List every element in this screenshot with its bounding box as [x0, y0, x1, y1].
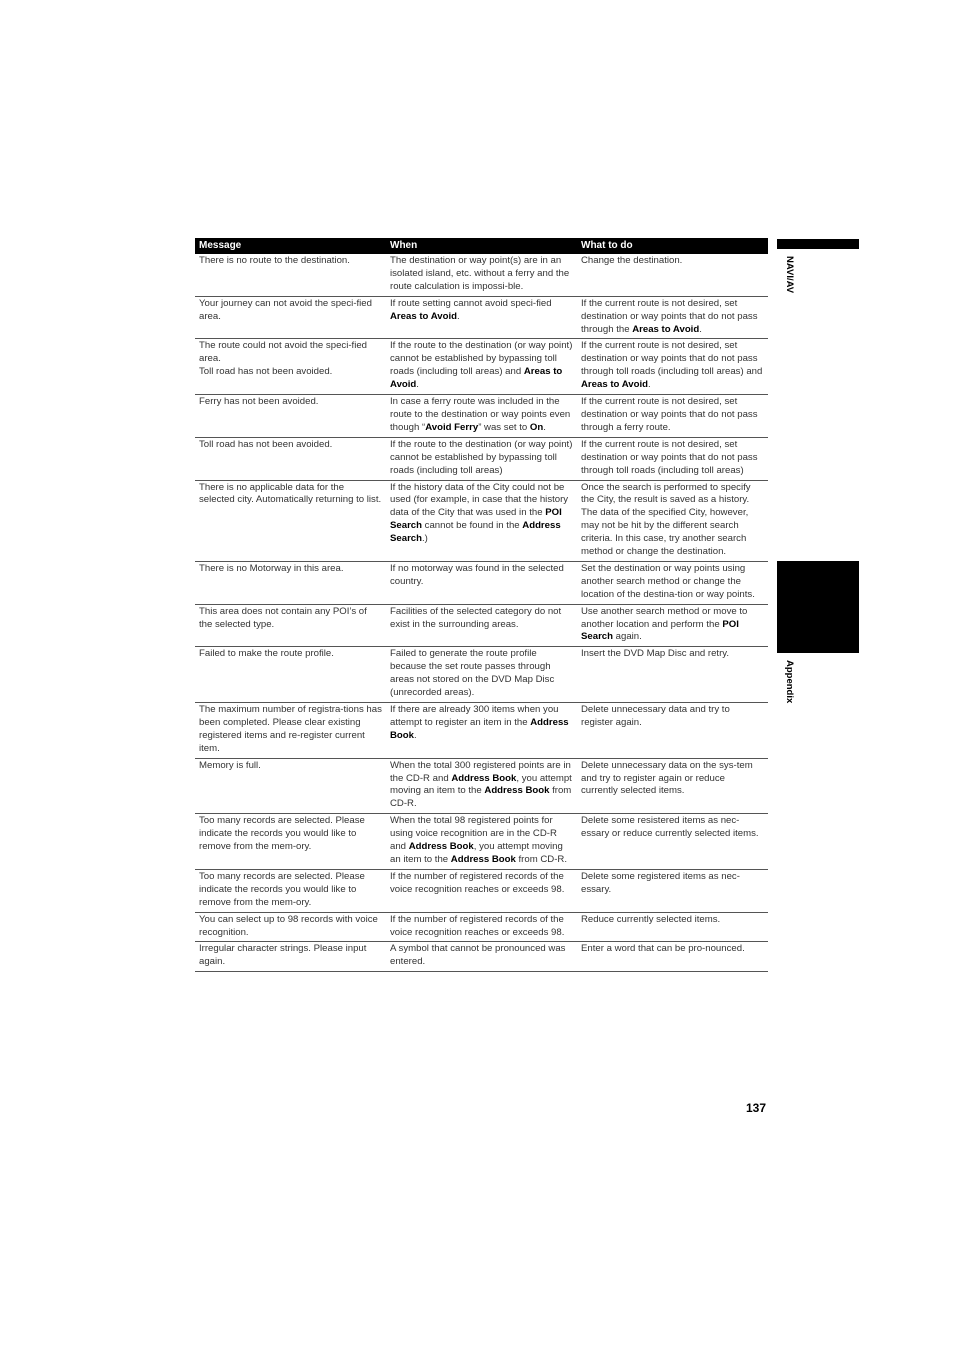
- message-cell: [195, 869, 386, 912]
- what-to-do-cell: [577, 703, 768, 759]
- message-cell: [195, 254, 386, 296]
- what-to-do-cell: [577, 437, 768, 480]
- cell-text: .: [699, 323, 702, 335]
- when-cell: [386, 912, 577, 942]
- cell-text: There is no route to the destination.: [199, 255, 350, 266]
- table-row: [195, 703, 768, 759]
- cell-text: You can select up to 98 records with voice recognition.: [199, 913, 378, 938]
- emphasized-term: Areas to Avoid: [390, 310, 457, 322]
- when-cell: [386, 869, 577, 912]
- cell-text: from CD-R.: [390, 785, 572, 810]
- cell-text: Your journey can not avoid the speci-fied area.: [199, 297, 372, 322]
- cell-text: The route could not avoid the speci-fied area.: [199, 340, 367, 365]
- message-cell: [195, 703, 386, 759]
- cell-text: If the current route is not desired, set destination or way points that do not pass through the: [581, 297, 758, 335]
- cell-text: Toll road has not been avoided.: [199, 438, 333, 450]
- cell-text: Insert the DVD Map Disc and retry.: [581, 648, 730, 660]
- what-to-do-cell: [577, 942, 768, 972]
- table-row: [195, 647, 768, 703]
- cell-text: If the route to the destination (or way point) cannot be established by bypassing toll roads (including toll areas): [390, 438, 573, 476]
- cell-text: again.: [613, 631, 642, 643]
- cell-text: .: [648, 379, 651, 391]
- cell-text: Failed to generate the route profile because the set route passes through areas not stored on the DVD Map Disc (unrecorded areas).: [390, 648, 555, 699]
- cell-text: If there are already 300 items when you attempt to register an item in the: [390, 704, 559, 728]
- message-cell: [195, 912, 386, 942]
- table-row: [195, 561, 768, 604]
- what-to-do-cell: [577, 480, 768, 561]
- cell-text: .): [422, 533, 428, 545]
- message-cell: [195, 942, 386, 972]
- emphasized-term: Address Book: [408, 841, 474, 853]
- cell-text: Irregular character strings. Please input again.: [199, 943, 367, 968]
- what-to-do-cell: [577, 912, 768, 942]
- cell-text: There is no Motorway in this area.: [199, 562, 344, 574]
- message-cell: [195, 647, 386, 703]
- cell-text: .: [457, 310, 460, 322]
- emphasized-term: Address Book: [484, 785, 550, 797]
- section-tab-bar: [777, 239, 859, 249]
- message-cell: [195, 339, 386, 395]
- table-header-row: [195, 238, 768, 254]
- message-cell: [195, 296, 386, 339]
- cell-text: , you attempt moving an item to the: [390, 772, 572, 797]
- cell-text: In case a ferry route was included in the route to the destination or way points even though “: [390, 396, 571, 433]
- what-to-do-cell: [577, 647, 768, 703]
- when-cell: [386, 814, 577, 870]
- cell-text: .: [543, 421, 546, 433]
- appendix-tab-block: [777, 561, 859, 653]
- emphasized-term: POI Search: [390, 507, 562, 532]
- emphasized-term: Address Book: [390, 716, 569, 741]
- cell-text: Reduce currently selected items.: [581, 913, 721, 925]
- header-message: Message: [195, 238, 386, 254]
- cell-text: Toll road has not been avoided.: [199, 366, 333, 378]
- when-cell: [386, 339, 577, 395]
- cell-text: If the history data of the City could not be used (for example, in case that the history data of the City that was used in the: [390, 481, 569, 519]
- table-row: [195, 339, 768, 395]
- when-cell: [386, 395, 577, 438]
- table-row: [195, 758, 768, 814]
- table-row: [195, 912, 768, 942]
- when-cell: [386, 703, 577, 759]
- emphasized-term: Address Book: [450, 853, 516, 865]
- cell-text: If the current route is not desired, set destination or way points that do not pass through toll roads (including toll areas): [581, 438, 758, 476]
- emphasized-term: Address Book: [451, 772, 517, 784]
- message-table-container: [195, 238, 768, 972]
- cell-text: Delete unnecessary data and try to register again.: [581, 704, 730, 728]
- page-number: 137: [746, 1101, 767, 1115]
- cell-text: If the current route is not desired, set destination or way points that do not pass through toll roads (including toll areas) and: [581, 340, 763, 378]
- what-to-do-cell: [577, 561, 768, 604]
- table-row: [195, 480, 768, 561]
- table-row: [195, 395, 768, 438]
- emphasized-term: Avoid Ferry: [425, 421, 479, 433]
- what-to-do-cell: [577, 814, 768, 870]
- cell-text: Too many records are selected. Please indicate the records you would like to remove from the mem-ory.: [199, 815, 365, 853]
- what-to-do-cell: [577, 296, 768, 339]
- section-label-appendix: Appendix: [784, 660, 795, 704]
- message-cell: [195, 480, 386, 561]
- cell-text: Ferry has not been avoided.: [199, 396, 319, 408]
- when-cell: [386, 942, 577, 972]
- message-cell: [195, 604, 386, 647]
- cell-text: The maximum number of registra-tions has been completed. Please clear existing registered items and re-register current item.: [199, 704, 382, 754]
- table-row: [195, 604, 768, 647]
- when-cell: [386, 758, 577, 814]
- cell-text: .: [416, 379, 419, 391]
- when-cell: [386, 296, 577, 339]
- what-to-do-cell: [577, 395, 768, 438]
- section-label-navi: NAVI/AV: [784, 256, 795, 294]
- cell-text: Once the search is performed to specify the City, the result is saved as a history. The data of the specified City, however, may not be hit by the different search criteria. In this case, try another search method or change the destination.: [581, 481, 751, 558]
- message-cell: [195, 758, 386, 814]
- emphasized-term: Areas to Avoid: [581, 379, 648, 391]
- when-cell: [386, 254, 577, 296]
- table-row: [195, 814, 768, 870]
- cell-text: .: [413, 729, 417, 741]
- what-to-do-cell: [577, 339, 768, 395]
- when-cell: [386, 480, 577, 561]
- emphasized-term: Address Search: [390, 520, 561, 545]
- message-cell: [195, 437, 386, 480]
- cell-text: Change the destination.: [581, 255, 683, 266]
- when-cell: [386, 647, 577, 703]
- table-row: [195, 942, 768, 972]
- message-table: [195, 238, 768, 972]
- cell-text: , you attempt moving an item to the: [390, 841, 563, 865]
- cell-text: Delete some registered items as nec-essary.: [581, 870, 740, 895]
- what-to-do-cell: [577, 604, 768, 647]
- cell-text: If the number of registered records of the voice recognition reaches or exceeds 98.: [390, 913, 565, 938]
- cell-text: There is no applicable data for the selected city. Automatically returning to list.: [199, 481, 382, 506]
- cell-text: When the total 98 registered points for using voice recognition are in the CD-R and: [390, 815, 557, 853]
- table-row: [195, 869, 768, 912]
- message-cell: [195, 814, 386, 870]
- emphasized-term: POI Search: [581, 618, 739, 643]
- cell-text: Memory is full.: [199, 759, 261, 771]
- header-when: When: [386, 238, 577, 254]
- cell-text: If the route to the destination (or way point) cannot be established by bypassing toll roads (including toll areas) and: [390, 340, 573, 378]
- when-cell: [386, 561, 577, 604]
- emphasized-term: Areas to Avoid: [390, 366, 563, 391]
- when-cell: [386, 604, 577, 647]
- cell-text: A symbol that cannot be pronounced was entered.: [390, 943, 566, 968]
- what-to-do-cell: [577, 758, 768, 814]
- table-row: [195, 254, 768, 296]
- cell-text: When the total 300 registered points are in the CD-R and: [390, 759, 571, 784]
- table-body: [195, 254, 768, 972]
- header-what-to-do: What to do: [577, 238, 768, 254]
- cell-text: If route setting cannot avoid speci-fied: [390, 297, 552, 309]
- cell-text: The destination or way point(s) are in an isolated island, etc. without a ferry and the route calculation is impossi-ble.: [390, 255, 570, 292]
- cell-text: This area does not contain any POI’s of the selected type.: [199, 605, 367, 630]
- cell-text: If the number of registered records of the voice recognition reaches or exceeds 98.: [390, 870, 565, 895]
- what-to-do-cell: [577, 254, 768, 296]
- emphasized-term: On: [529, 421, 544, 433]
- cell-text: Use another search method or move to another location and perform the: [581, 605, 748, 630]
- cell-text: Failed to make the route profile.: [199, 648, 334, 660]
- cell-text: Facilities of the selected category do not exist in the surrounding areas.: [390, 605, 562, 630]
- cell-text: If the current route is not desired, set destination or way points that do not pass through a ferry route.: [581, 396, 758, 433]
- cell-text: Too many records are selected. Please indicate the records you would like to remove from the mem-ory.: [199, 870, 365, 908]
- table-row: [195, 296, 768, 339]
- cell-text: from CD-R.: [515, 853, 568, 865]
- cell-text: Delete some resistered items as nec-essary or reduce currently selected items.: [581, 815, 759, 840]
- cell-text: If no motorway was found in the selected country.: [390, 562, 564, 587]
- message-cell: [195, 561, 386, 604]
- emphasized-term: Areas to Avoid: [632, 323, 700, 335]
- table-row: [195, 437, 768, 480]
- cell-text: ” was set to: [478, 421, 530, 433]
- what-to-do-cell: [577, 869, 768, 912]
- cell-text: Delete unnecessary data on the sys-tem and try to register again or reduce currently selected items.: [581, 759, 753, 797]
- cell-text: Set the destination or way points using another search method or change the location of the destina-tion or way points.: [581, 562, 755, 600]
- when-cell: [386, 437, 577, 480]
- message-cell: [195, 395, 386, 438]
- cell-text: Enter a word that can be pro-nounced.: [581, 943, 745, 955]
- cell-text: cannot be found in the: [422, 520, 523, 532]
